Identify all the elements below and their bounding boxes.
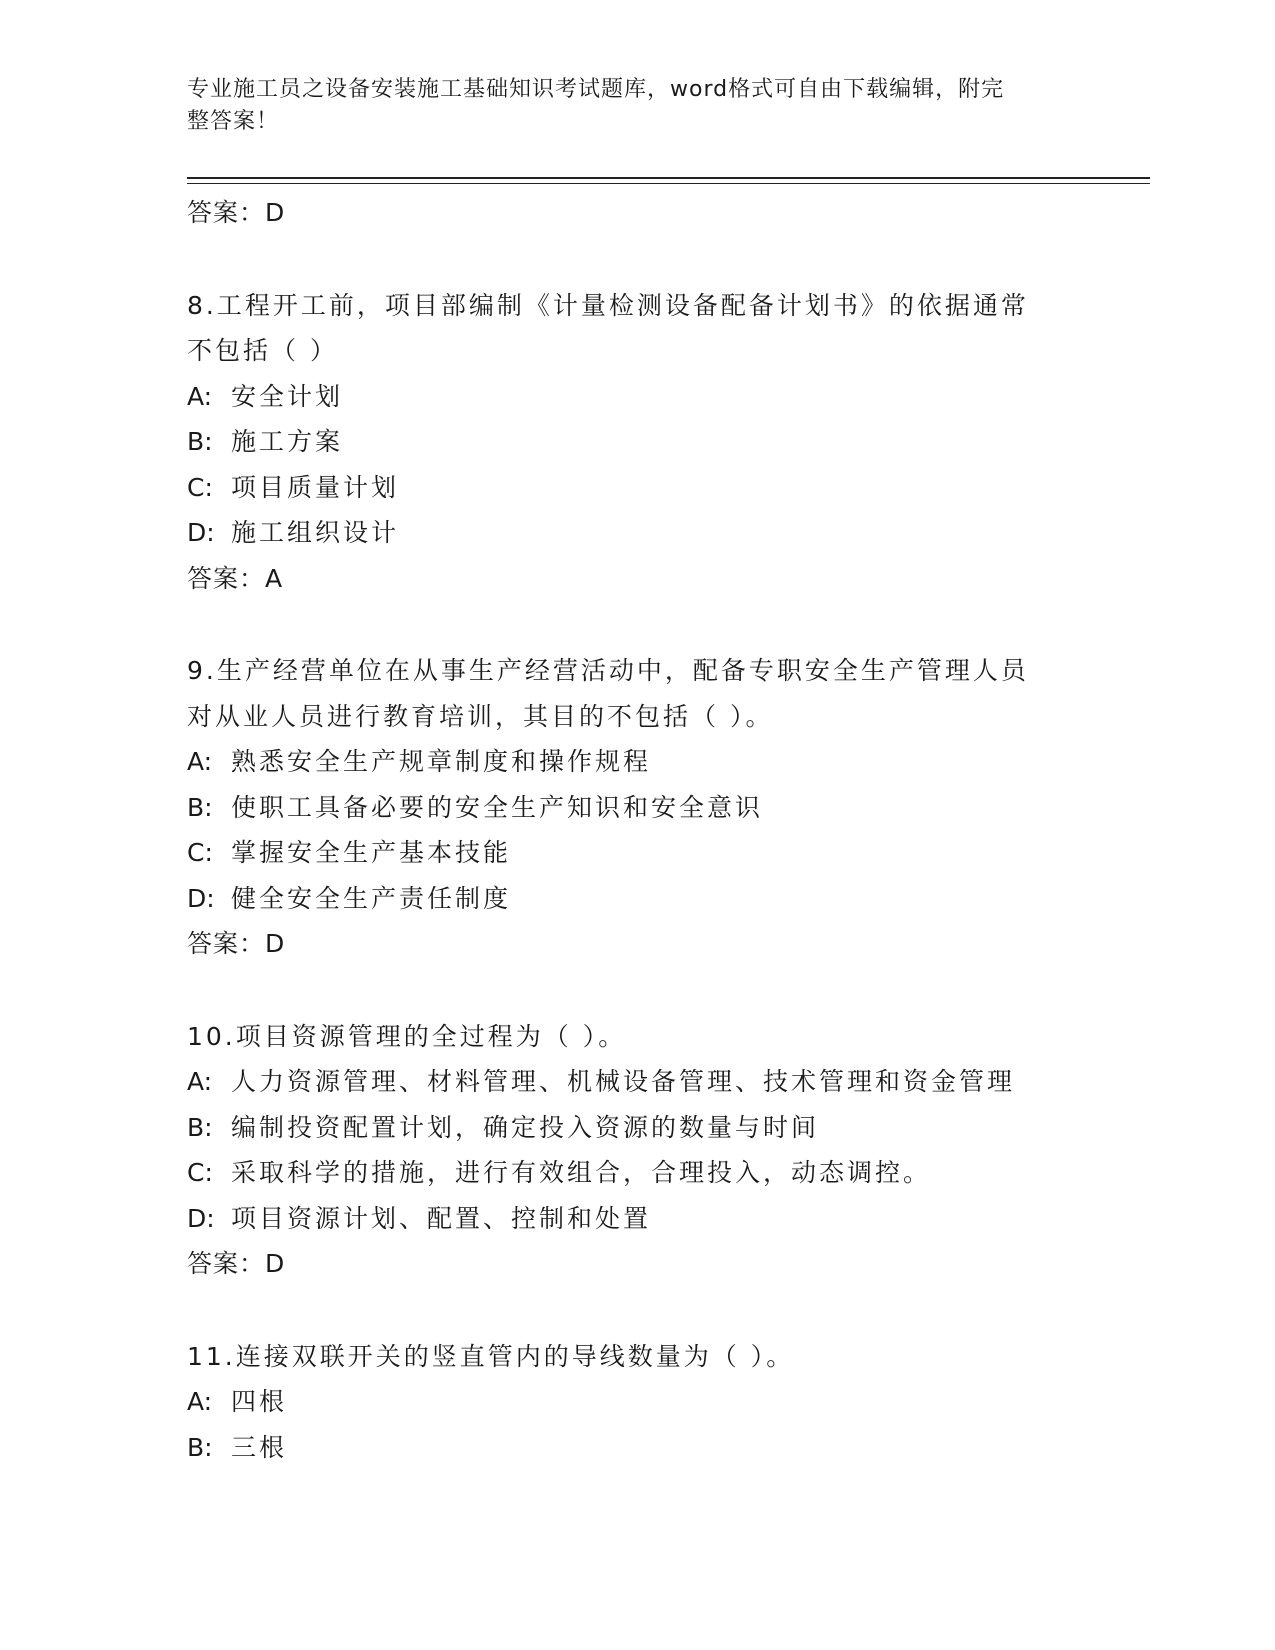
option-text: 三根 [231,1432,288,1462]
header-line-1: 专业施工员之设备安装施工基础知识考试题库，word格式可自由下载编辑，附完 [187,77,1005,102]
option-text: 项目质量计划 [231,472,400,502]
option-a [187,374,1087,420]
option-b [187,785,1087,831]
option-text: 编制投资配置计划，确定投入资源的数量与时间 [231,1112,820,1142]
question-8 [187,283,1087,602]
option-letter: B: [187,427,213,456]
answer: 答案：D [187,929,286,958]
header-divider-thin [187,183,1150,184]
option-text: 施工方案 [231,427,344,456]
option-text: 四根 [231,1387,288,1416]
option-c [187,830,1087,876]
option-text: 安全计划 [231,381,344,411]
option-text: 施工组织设计 [231,518,400,547]
question-11 [187,1334,1087,1471]
option-letter: D: [187,1203,215,1233]
option-a [187,1379,1087,1425]
document-header [187,74,1067,138]
option-c [187,1150,1087,1196]
option-letter: C: [187,472,213,502]
option-letter: D: [187,883,215,913]
option-letter: C: [187,1158,213,1187]
question-stem-cont: 不包括（ ） [187,336,338,365]
question-stem: 8.工程开工前，项目部编制《计量检测设备配备计划书》的依据通常 [187,290,1029,320]
answer: 答案：A [187,563,284,593]
option-d [187,510,1087,556]
option-text: 健全安全生产责任制度 [231,883,512,913]
option-c [187,465,1087,511]
header-line-2: 整答案！ [187,109,280,134]
option-a [187,739,1087,785]
option-letter: C: [187,838,213,867]
option-text: 使职工具备必要的安全生产知识和安全意识 [231,792,764,822]
question-stem: 9.生产经营单位在从事生产经营活动中，配备专职安全生产管理人员 [187,656,1029,685]
option-text: 项目资源计划、配置、控制和处置 [231,1203,652,1233]
option-letter: A: [187,747,213,776]
option-text: 掌握安全生产基本技能 [231,838,512,867]
option-text: 人力资源管理、材料管理、机械设备管理、技术管理和资金管理 [231,1067,1016,1096]
option-letter: A: [187,1387,213,1416]
question-stem: 11.连接双联开关的竖直管内的导线数量为（ ）。 [187,1341,795,1371]
option-b [187,1425,1087,1471]
option-d [187,876,1087,922]
question-stem-cont: 对从业人员进行教育培训，其目的不包括（ ）。 [187,701,774,731]
header-divider-thick [187,177,1150,179]
question-stem: 10.项目资源管理的全过程为（ ）。 [187,1021,627,1051]
option-text: 熟悉安全生产规章制度和操作规程 [231,747,652,776]
question-9 [187,648,1087,967]
option-b [187,419,1087,465]
option-letter: A: [187,381,213,411]
option-d [187,1196,1087,1242]
option-letter: B: [187,1112,213,1142]
question-list [187,190,1087,1470]
option-text: 采取科学的措施，进行有效组合，合理投入，动态调控。 [231,1158,932,1187]
option-a [187,1059,1087,1105]
option-letter: D: [187,518,215,547]
option-b [187,1105,1087,1151]
answer: 答案：D [187,1249,286,1278]
question-10 [187,1014,1087,1287]
option-letter: A: [187,1067,213,1096]
option-letter: B: [187,1432,213,1462]
answer-previous: 答案：D [187,198,286,227]
option-letter: B: [187,792,213,822]
